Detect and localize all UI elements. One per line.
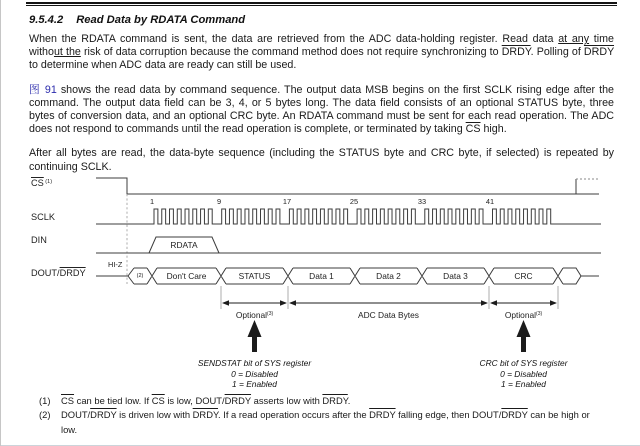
signal-label-din: [31, 235, 47, 245]
section-number: 9.5.4.2: [29, 14, 64, 26]
dout-bubble-data-2: Data 2: [376, 270, 401, 281]
text-run: is low, DOUT/: [164, 394, 225, 406]
text-run: DRDY: [501, 46, 531, 59]
dimension-arrowhead-left: [222, 300, 229, 305]
annotation-line: SENDSTAT bit of SYS register: [197, 357, 312, 368]
dout-bubble-crossovers: [147, 268, 563, 284]
text-run: asserts low with: [251, 394, 323, 406]
text-run: risk of data corruption because the command method does not require synchronizing to: [80, 46, 502, 59]
text-run: .: [347, 394, 351, 406]
text-run: . Polling of: [530, 46, 584, 59]
text-run: DOUT/: [61, 409, 91, 421]
text-run: to determine when ADC data are ready can still be used.: [29, 59, 297, 72]
annotation-line: 0 = Disabled: [500, 368, 547, 379]
signal-label-sclk: [31, 212, 55, 222]
text-run: DRDY: [59, 267, 86, 278]
clock-number-17: 17: [282, 196, 292, 206]
text-run: $\overline{CS}$: [151, 394, 165, 406]
text-run: ADC Data Bytes: [358, 309, 419, 320]
section-heading: [29, 13, 614, 27]
section-title: Read Data by RDATA Command: [76, 14, 246, 26]
dout-bubble-note-2: (2): [136, 272, 144, 279]
cs-waveform: [96, 178, 599, 194]
text-run: at any: [558, 33, 590, 45]
text-run: DRDY: [369, 409, 396, 421]
footnotes: [1, 386, 640, 438]
text-run: . If a read operation occurs after the: [218, 409, 370, 421]
option-pointer-up-arrow: [517, 320, 531, 352]
text-run: DRDY: [90, 409, 117, 421]
hiz-label: HI-Z: [108, 259, 123, 269]
text-run: DOUT/: [31, 267, 60, 278]
text-run: can be high or low.: [61, 409, 590, 436]
text-run: can be tied low. If: [74, 394, 152, 406]
footnote-2: [39, 408, 620, 437]
clock-number-33: 33: [417, 196, 427, 206]
text-run: ut the: [53, 46, 81, 59]
dout-bubble-dont-care: Don't Care: [166, 270, 207, 281]
text-run: $\overline{CS}$: [61, 394, 75, 406]
dout-bubble-data-3: Data 3: [443, 270, 468, 281]
text-run: DRDY: [224, 394, 252, 406]
text-run: $\overline{CS}$: [31, 177, 44, 188]
clock-number-9: 9: [216, 196, 222, 206]
annotation-line: 1 = Enabled: [232, 379, 277, 390]
text-run: After all bytes are read, the data-byte sequence (including the STATUS byte and CRC byte, if selected) is repeated by continuing SCLK.: [29, 147, 614, 173]
annotation-line: 0 = Disabled: [231, 368, 278, 379]
dimension-arrowhead-left: [490, 300, 497, 305]
dimension-arrowhead-right: [481, 300, 488, 305]
dout-open: [128, 268, 134, 284]
text-run: SCLK: [31, 211, 56, 222]
clock-number-41: 41: [485, 196, 495, 206]
annotation-sendstat: [198, 358, 311, 390]
footnote-1-number: (1): [39, 394, 51, 406]
clock-number-1: 1: [149, 196, 155, 206]
text-run: DRDY: [192, 409, 219, 421]
text-run: DIN: [31, 234, 47, 245]
sclk-waveform: [96, 209, 601, 224]
dim-label-adc-data-bytes: [358, 310, 419, 320]
paragraph-2: [29, 84, 614, 137]
dimension-arrowhead-left: [289, 300, 296, 305]
text-run: $\overline{CS}$: [465, 123, 481, 136]
text-run: Optional: [235, 309, 268, 320]
signal-label-dout: [31, 268, 86, 278]
paragraph-1: [29, 33, 614, 73]
text-column: [1, 6, 640, 174]
footnote-2-text: [61, 408, 595, 437]
dim-label-optional-right: [505, 310, 542, 320]
annotation-line: 1 = Enabled: [501, 379, 546, 390]
clock-number-25: 25: [349, 196, 359, 206]
text-run: (3): [536, 311, 543, 318]
text-run: (3): [267, 311, 274, 318]
text-run: DRDY: [501, 409, 528, 421]
text-run: (1): [43, 178, 53, 185]
footnote-2-number: (2): [39, 409, 51, 421]
text-run: shows the read data by command sequence. The output data MSB begins on the first SCLK rising edge after the command. The output data field can be 3, 4, or 5 bytes long. The data field consists of an optional STATUS byte, three bytes of conversion data, and an optional CRC byte. An RDATA command must be sent for each read operation. The ADC does not respond to commands until the read operation is complete, or terminated by taking: [29, 83, 615, 136]
text-run: DRDY: [583, 46, 615, 59]
dout-bubble-data-1: Data 1: [309, 270, 334, 281]
dout-bubble-status: STATUS: [238, 270, 271, 281]
dimension-arrowhead-right: [280, 300, 287, 305]
figure-91-link[interactable]: 图 91: [29, 83, 57, 96]
option-pointer-up-arrow: [248, 320, 262, 352]
dout-bubble-crc: CRC: [514, 270, 533, 281]
dout-end-diamond: [563, 268, 599, 284]
text-run: When the RDATA command is sent, the data are retrieved from the ADC data-holding register. Read data: [29, 33, 559, 45]
signal-label-cs: [31, 178, 52, 188]
dimension-arrowhead-right: [550, 300, 557, 305]
paragraph-3: [29, 147, 614, 173]
din-bubble-label-rdata: RDATA: [170, 239, 198, 250]
timing-diagram: [1, 174, 640, 390]
text-run: is driven low with: [116, 409, 193, 421]
text-run: high.: [480, 123, 507, 136]
footnote-1: [39, 394, 620, 409]
text-run: time witho: [29, 33, 615, 59]
text-run: DRDY: [322, 394, 348, 406]
dim-label-optional-left: [236, 310, 273, 320]
text-run: Optional: [504, 309, 537, 320]
annotation-line: CRC bit of SYS register: [479, 357, 568, 368]
annotation-crc: [480, 358, 568, 390]
text-run: falling edge, then DOUT/: [395, 409, 502, 421]
footnote-1-text: [61, 394, 350, 409]
